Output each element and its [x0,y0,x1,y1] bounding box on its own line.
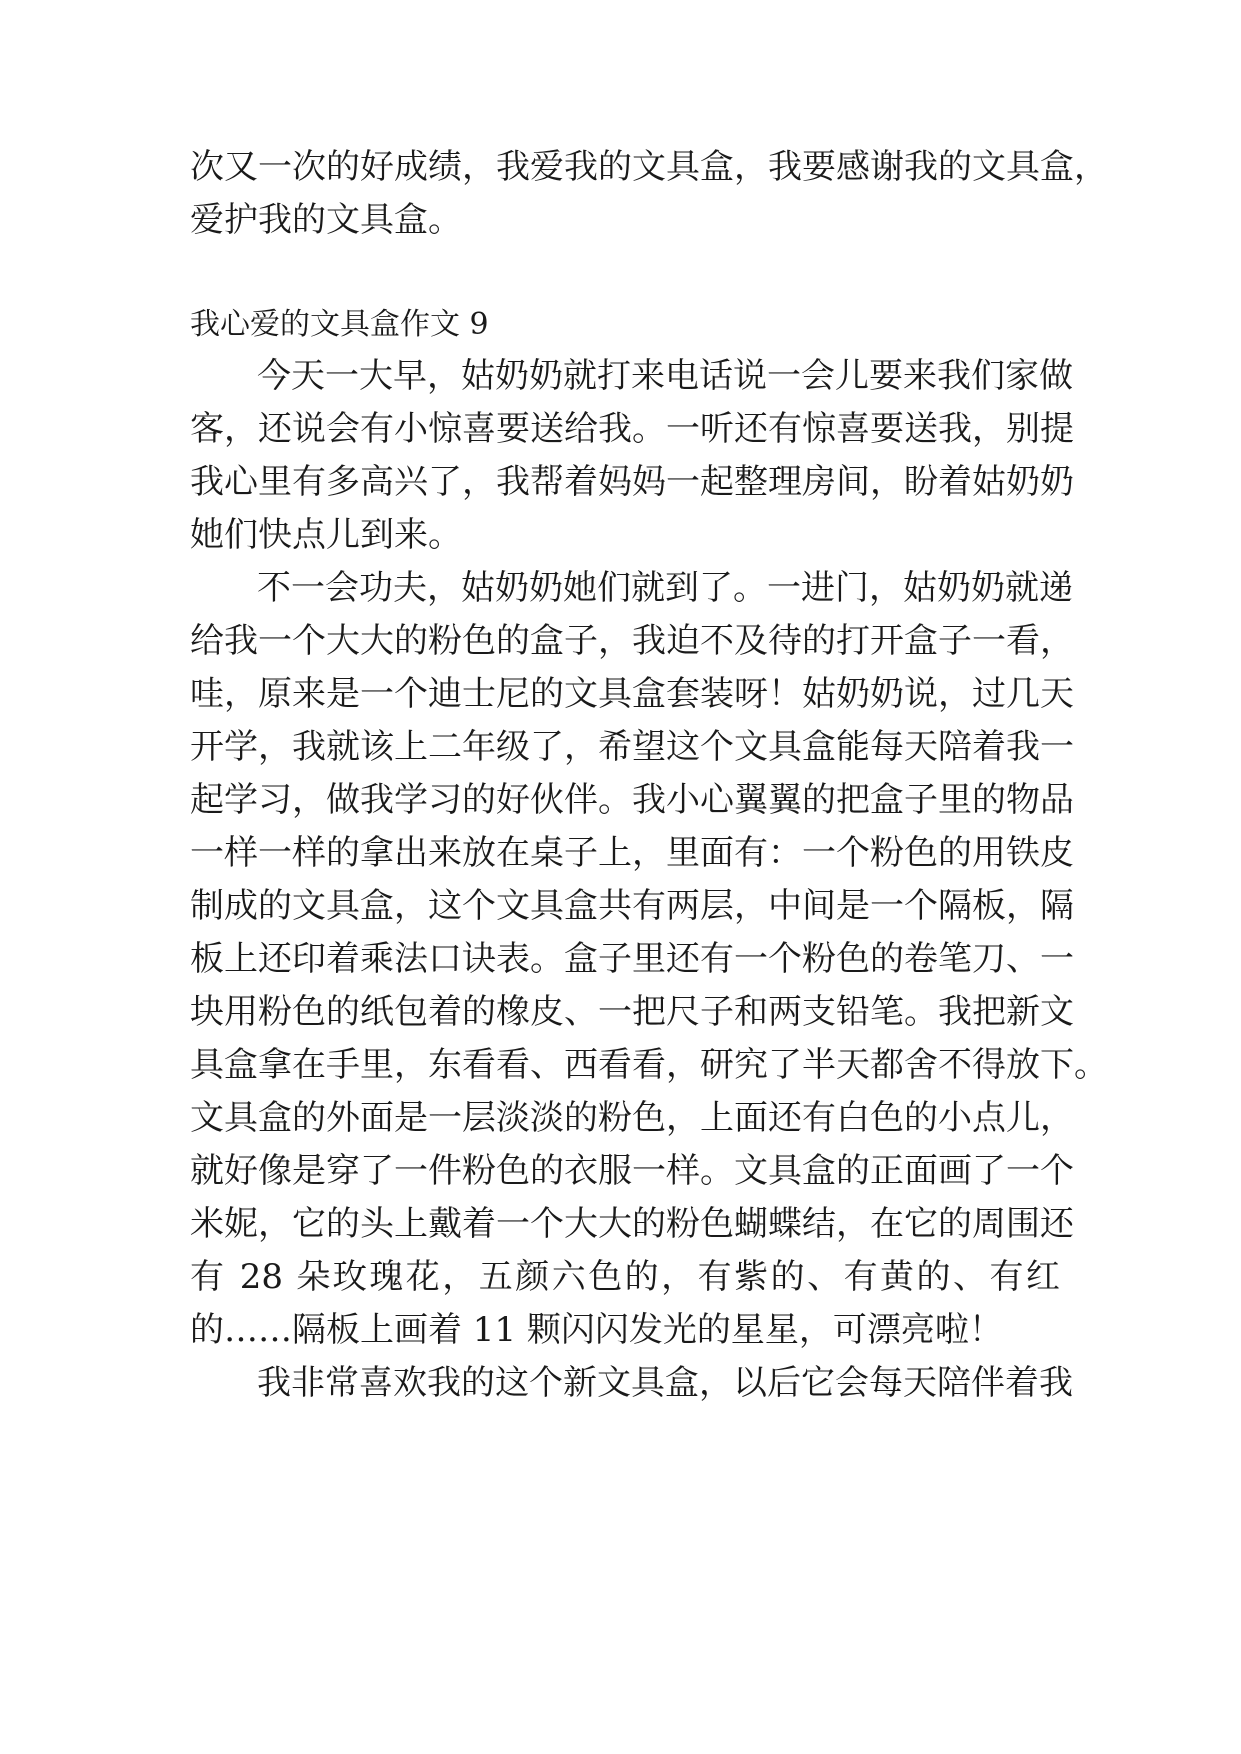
paragraph2-line-8: 板上还印着乘法口诀表。盒子里还有一个粉色的卷笔刀、一 [190,939,1074,979]
paragraph2-line-3: 哇，原来是一个迪士尼的文具盒套装呀！姑奶奶说，过几天 [190,674,1074,714]
paragraph2-line-9: 块用粉色的纸包着的橡皮、一把尺子和两支铅笔。我把新文 [190,992,1074,1032]
paragraph1-line-1: 今天一大早，姑奶奶就打来电话说一会儿要来我们家做 [257,356,1073,396]
paragraph2-line-11: 文具盒的外面是一层淡淡的粉色，上面还有白色的小点儿， [190,1098,1074,1138]
paragraph2-line-2: 给我一个大大的粉色的盒子，我迫不及待的打开盒子一看， [190,621,1074,661]
paragraph2-line-4: 开学，我就该上二年级了，希望这个文具盒能每天陪着我一 [190,727,1074,767]
intro-line-1: 次又一次的好成绩，我爱我的文具盒，我要感谢我的文具盒， [190,147,1108,187]
paragraph2-line-12: 就好像是穿了一件粉色的衣服一样。文具盒的正面画了一个 [190,1151,1074,1191]
paragraph2-line-14: 有 28 朵玫瑰花，五颜六色的，有紫的、有黄的、有红 [190,1257,1060,1297]
paragraph2-line-15: 的……隔板上画着 11 颗闪闪发光的星星，可漂亮啦！ [190,1310,1003,1350]
section-title: 我心爱的文具盒作文 9 [190,307,489,342]
paragraph1-line-3: 我心里有多高兴了，我帮着妈妈一起整理房间，盼着姑奶奶 [190,462,1074,502]
paragraph2-line-5: 起学习，做我学习的好伙伴。我小心翼翼的把盒子里的物品 [190,780,1074,820]
paragraph2-line-6: 一样一样的拿出来放在桌子上，里面有：一个粉色的用铁皮 [190,833,1074,873]
paragraph3-line-1: 我非常喜欢我的这个新文具盒，以后它会每天陪伴着我 [257,1363,1073,1403]
paragraph2-line-7: 制成的文具盒，这个文具盒共有两层，中间是一个隔板，隔 [190,886,1074,926]
paragraph1-line-2: 客，还说会有小惊喜要送给我。一听还有惊喜要送我，别提 [190,409,1074,449]
paragraph2-line-1: 不一会功夫，姑奶奶她们就到了。一进门，姑奶奶就递 [257,568,1073,608]
paragraph2-line-10: 具盒拿在手里，东看看、西看看，研究了半天都舍不得放下。 [190,1045,1108,1085]
paragraph1-line-4: 她们快点儿到来。 [190,515,462,555]
intro-line-2: 爱护我的文具盒。 [190,200,462,240]
paragraph2-line-13: 米妮，它的头上戴着一个大大的粉色蝴蝶结，在它的周围还 [190,1204,1074,1244]
